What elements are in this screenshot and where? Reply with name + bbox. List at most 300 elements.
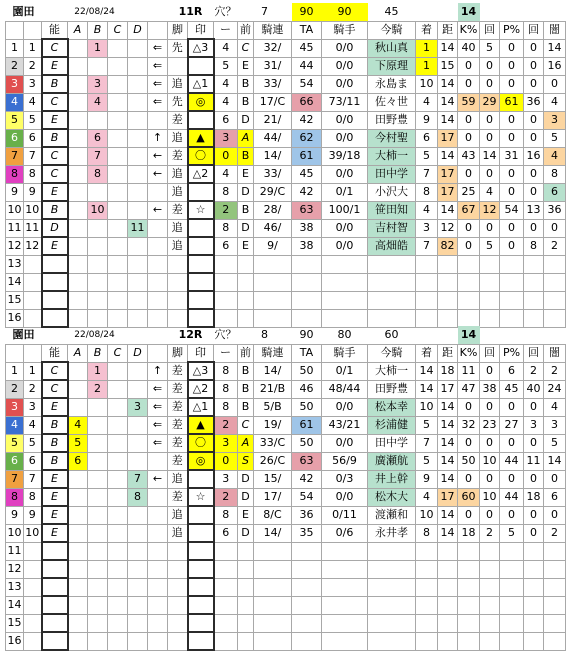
- cell-cls[interactable]: C: [42, 93, 68, 111]
- cell-kp[interactable]: [458, 632, 480, 650]
- cell-b[interactable]: [88, 614, 108, 632]
- cell-kyori[interactable]: 18: [438, 362, 458, 380]
- cell-g[interactable]: 14: [6, 596, 24, 614]
- cell-kyaku[interactable]: 追: [168, 237, 188, 255]
- cell-d[interactable]: 3: [128, 398, 148, 416]
- cell-b[interactable]: 2: [88, 380, 108, 398]
- cell-yami[interactable]: 6: [544, 488, 566, 506]
- cell-kiren[interactable]: [254, 578, 292, 596]
- cell-kyori[interactable]: 14: [438, 398, 458, 416]
- cell-a[interactable]: [68, 255, 88, 273]
- cell-kai1[interactable]: 14: [480, 147, 500, 165]
- cell-d[interactable]: [128, 380, 148, 398]
- cell-d[interactable]: [128, 273, 148, 291]
- cell-kyori[interactable]: [438, 255, 458, 273]
- cell-kp[interactable]: [458, 255, 480, 273]
- cell-cls[interactable]: B: [42, 75, 68, 93]
- empty-row[interactable]: [6, 596, 566, 614]
- cell-imakishu[interactable]: [368, 614, 416, 632]
- cell-kai1[interactable]: 0: [480, 219, 500, 237]
- cell-mae[interactable]: [238, 309, 254, 327]
- table-row[interactable]: [6, 452, 566, 470]
- cell-kai1[interactable]: 0: [480, 57, 500, 75]
- cell-g[interactable]: 16: [6, 632, 24, 650]
- cell-kyori[interactable]: 14: [438, 39, 458, 57]
- cell-a[interactable]: [68, 542, 88, 560]
- cell-cls[interactable]: [42, 560, 68, 578]
- cell-kiren[interactable]: [254, 291, 292, 309]
- cell-kai2[interactable]: 18: [524, 488, 544, 506]
- cell-mae[interactable]: D: [238, 488, 254, 506]
- table-row[interactable]: [6, 93, 566, 111]
- cell-chaku[interactable]: [416, 255, 438, 273]
- cell-chaku[interactable]: [416, 542, 438, 560]
- cell-b[interactable]: [88, 524, 108, 542]
- cell-imakishu[interactable]: 秋山真: [368, 39, 416, 57]
- cell-dash[interactable]: 4: [214, 93, 238, 111]
- cell-pp[interactable]: 0: [500, 39, 524, 57]
- cell-d[interactable]: [128, 596, 148, 614]
- cell-g[interactable]: 16: [6, 309, 24, 327]
- cell-n[interactable]: 1: [24, 362, 42, 380]
- empty-row[interactable]: [6, 255, 566, 273]
- cell-arr[interactable]: ←: [148, 165, 168, 183]
- cell-n[interactable]: 9: [24, 183, 42, 201]
- cell-dash[interactable]: 4: [214, 165, 238, 183]
- cell-chaku[interactable]: [416, 614, 438, 632]
- cell-dash[interactable]: [214, 632, 238, 650]
- cell-kai1[interactable]: 2: [480, 524, 500, 542]
- cell-g[interactable]: 8: [6, 488, 24, 506]
- cell-yami[interactable]: [544, 578, 566, 596]
- cell-d[interactable]: [128, 506, 148, 524]
- cell-n[interactable]: 7: [24, 470, 42, 488]
- cell-arr[interactable]: [148, 452, 168, 470]
- cell-arr[interactable]: [148, 596, 168, 614]
- cell-ta[interactable]: [292, 560, 322, 578]
- cell-d[interactable]: [128, 560, 148, 578]
- cell-kai1[interactable]: 4: [480, 183, 500, 201]
- cell-cls[interactable]: C: [42, 147, 68, 165]
- cell-kai1[interactable]: [480, 596, 500, 614]
- cell-g[interactable]: 13: [6, 255, 24, 273]
- cell-kp[interactable]: 40: [458, 39, 480, 57]
- cell-cls[interactable]: C: [42, 380, 68, 398]
- col-header-blank-2[interactable]: [24, 21, 42, 39]
- cell-dash[interactable]: 8: [214, 380, 238, 398]
- cell-arr[interactable]: ↑: [148, 362, 168, 380]
- cell-kai1[interactable]: 5: [480, 237, 500, 255]
- cell-kai1[interactable]: 10: [480, 488, 500, 506]
- cell-kai1[interactable]: 12: [480, 201, 500, 219]
- cell-kp[interactable]: 0: [458, 434, 480, 452]
- cell-kyaku[interactable]: 差: [168, 488, 188, 506]
- cell-kiren[interactable]: [254, 309, 292, 327]
- cell-kishu[interactable]: [322, 273, 368, 291]
- cell-d[interactable]: [128, 201, 148, 219]
- cell-g[interactable]: 13: [6, 578, 24, 596]
- cell-kiren[interactable]: 14/: [254, 147, 292, 165]
- cell-kai2[interactable]: 2: [524, 362, 544, 380]
- cell-imakishu[interactable]: 松木大: [368, 488, 416, 506]
- cell-mae[interactable]: D: [238, 183, 254, 201]
- cell-yami[interactable]: 0: [544, 470, 566, 488]
- cell-d[interactable]: [128, 309, 148, 327]
- cell-c[interactable]: [108, 309, 128, 327]
- cell-kishu[interactable]: 0/0: [322, 75, 368, 93]
- cell-n[interactable]: 8: [24, 165, 42, 183]
- cell-a[interactable]: [68, 578, 88, 596]
- empty-row[interactable]: [6, 273, 566, 291]
- table-row[interactable]: [6, 398, 566, 416]
- cell-kiren[interactable]: [254, 255, 292, 273]
- cell-kai1[interactable]: [480, 309, 500, 327]
- cell-pp[interactable]: [500, 632, 524, 650]
- cell-c[interactable]: [108, 416, 128, 434]
- cell-g[interactable]: 15: [6, 291, 24, 309]
- cell-cls[interactable]: E: [42, 506, 68, 524]
- cell-d[interactable]: [128, 362, 148, 380]
- cell-c[interactable]: [108, 578, 128, 596]
- cell-mae[interactable]: D: [238, 111, 254, 129]
- cell-c[interactable]: [108, 39, 128, 57]
- cell-arr[interactable]: [148, 255, 168, 273]
- cell-b[interactable]: 1: [88, 39, 108, 57]
- cell-b[interactable]: [88, 291, 108, 309]
- cell-cls[interactable]: [42, 255, 68, 273]
- cell-pp[interactable]: 0: [500, 470, 524, 488]
- cell-mae[interactable]: [238, 596, 254, 614]
- cell-kyori[interactable]: 14: [438, 75, 458, 93]
- cell-a[interactable]: [68, 309, 88, 327]
- cell-g[interactable]: 5: [6, 111, 24, 129]
- cell-d[interactable]: [128, 578, 148, 596]
- cell-ta[interactable]: 35: [292, 524, 322, 542]
- table-row[interactable]: [6, 57, 566, 75]
- cell-yami[interactable]: 16: [544, 57, 566, 75]
- cell-kyaku[interactable]: 先: [168, 93, 188, 111]
- cell-c[interactable]: [108, 201, 128, 219]
- cell-kp[interactable]: 0: [458, 219, 480, 237]
- cell-mae[interactable]: B: [238, 380, 254, 398]
- cell-g[interactable]: 3: [6, 398, 24, 416]
- cell-b[interactable]: [88, 237, 108, 255]
- cell-chaku[interactable]: [416, 291, 438, 309]
- cell-n[interactable]: 3: [24, 75, 42, 93]
- cell-d[interactable]: 7: [128, 470, 148, 488]
- cell-d[interactable]: [128, 452, 148, 470]
- cell-kai1[interactable]: 5: [480, 39, 500, 57]
- cell-yami[interactable]: [544, 632, 566, 650]
- cell-ta[interactable]: 61: [292, 147, 322, 165]
- cell-g[interactable]: 6: [6, 452, 24, 470]
- cell-kai1[interactable]: 0: [480, 434, 500, 452]
- cell-d[interactable]: [128, 111, 148, 129]
- cell-kai1[interactable]: [480, 542, 500, 560]
- cell-kp[interactable]: [458, 542, 480, 560]
- cell-mark[interactable]: ☆: [188, 201, 214, 219]
- cell-yami[interactable]: [544, 596, 566, 614]
- cell-cls[interactable]: E: [42, 470, 68, 488]
- cell-d[interactable]: [128, 147, 148, 165]
- cell-kyori[interactable]: 12: [438, 219, 458, 237]
- cell-chaku[interactable]: 7: [416, 165, 438, 183]
- cell-kai2[interactable]: [524, 542, 544, 560]
- cell-kyaku[interactable]: 追: [168, 129, 188, 147]
- cell-mae[interactable]: B: [238, 93, 254, 111]
- cell-mark[interactable]: [188, 309, 214, 327]
- cell-dash[interactable]: 6: [214, 111, 238, 129]
- cell-kishu[interactable]: [322, 578, 368, 596]
- cell-cls[interactable]: E: [42, 57, 68, 75]
- cell-d[interactable]: [128, 434, 148, 452]
- cell-kyori[interactable]: 15: [438, 57, 458, 75]
- cell-dash[interactable]: 4: [214, 75, 238, 93]
- cell-ta[interactable]: 50: [292, 398, 322, 416]
- cell-pp[interactable]: 44: [500, 488, 524, 506]
- cell-a[interactable]: [68, 614, 88, 632]
- cell-kiren[interactable]: 33/C: [254, 434, 292, 452]
- cell-g[interactable]: 4: [6, 93, 24, 111]
- cell-cls[interactable]: [42, 309, 68, 327]
- cell-arr[interactable]: [148, 309, 168, 327]
- cell-n[interactable]: 1: [24, 39, 42, 57]
- cell-a[interactable]: [68, 560, 88, 578]
- cell-kai2[interactable]: 36: [524, 93, 544, 111]
- table-row[interactable]: [6, 165, 566, 183]
- cell-a[interactable]: 6: [68, 452, 88, 470]
- cell-kyori[interactable]: 82: [438, 237, 458, 255]
- cell-chaku[interactable]: 7: [416, 237, 438, 255]
- cell-kp[interactable]: [458, 560, 480, 578]
- cell-kiren[interactable]: 21/B: [254, 380, 292, 398]
- cell-mae[interactable]: [238, 632, 254, 650]
- cell-arr[interactable]: [148, 524, 168, 542]
- cell-kyori[interactable]: [438, 291, 458, 309]
- cell-pp[interactable]: 44: [500, 452, 524, 470]
- cell-imakishu[interactable]: 永島ま: [368, 75, 416, 93]
- cell-dash[interactable]: 0: [214, 147, 238, 165]
- cell-ta[interactable]: [292, 542, 322, 560]
- cell-n[interactable]: 12: [24, 237, 42, 255]
- cell-mae[interactable]: A: [238, 434, 254, 452]
- cell-a[interactable]: [68, 93, 88, 111]
- cell-kai1[interactable]: [480, 614, 500, 632]
- cell-pp[interactable]: 0: [500, 398, 524, 416]
- cell-n[interactable]: [24, 596, 42, 614]
- cell-pp[interactable]: 0: [500, 183, 524, 201]
- cell-b[interactable]: [88, 488, 108, 506]
- cell-n[interactable]: [24, 542, 42, 560]
- cell-d[interactable]: [128, 165, 148, 183]
- cell-pp[interactable]: [500, 596, 524, 614]
- col-header-blank-2[interactable]: [24, 344, 42, 362]
- cell-kyori[interactable]: [438, 542, 458, 560]
- cell-kai1[interactable]: [480, 291, 500, 309]
- cell-n[interactable]: 3: [24, 398, 42, 416]
- cell-d[interactable]: [128, 75, 148, 93]
- cell-kishu[interactable]: [322, 255, 368, 273]
- cell-dash[interactable]: 2: [214, 488, 238, 506]
- cell-b[interactable]: [88, 596, 108, 614]
- cell-pp[interactable]: 54: [500, 201, 524, 219]
- cell-mark[interactable]: [188, 291, 214, 309]
- cell-kai1[interactable]: 0: [480, 470, 500, 488]
- cell-mae[interactable]: [238, 578, 254, 596]
- cell-b[interactable]: [88, 398, 108, 416]
- cell-imakishu[interactable]: 笹田知: [368, 201, 416, 219]
- cell-arr[interactable]: ⇐: [148, 416, 168, 434]
- cell-kp[interactable]: [458, 273, 480, 291]
- cell-yami[interactable]: [544, 614, 566, 632]
- cell-c[interactable]: [108, 470, 128, 488]
- cell-g[interactable]: 2: [6, 380, 24, 398]
- cell-kiren[interactable]: 31/: [254, 57, 292, 75]
- cell-g[interactable]: 5: [6, 434, 24, 452]
- table-row[interactable]: [6, 416, 566, 434]
- cell-arr[interactable]: ⇐: [148, 380, 168, 398]
- cell-pp[interactable]: [500, 273, 524, 291]
- cell-imakishu[interactable]: 佐々世: [368, 93, 416, 111]
- cell-b[interactable]: 10: [88, 201, 108, 219]
- cell-c[interactable]: [108, 506, 128, 524]
- cell-imakishu[interactable]: 永井孝: [368, 524, 416, 542]
- cell-cls[interactable]: C: [42, 362, 68, 380]
- cell-dash[interactable]: [214, 309, 238, 327]
- cell-kyaku[interactable]: [168, 614, 188, 632]
- cell-kp[interactable]: 67: [458, 201, 480, 219]
- cell-kai2[interactable]: 8: [524, 237, 544, 255]
- cell-b[interactable]: [88, 219, 108, 237]
- cell-n[interactable]: [24, 560, 42, 578]
- cell-n[interactable]: 10: [24, 201, 42, 219]
- cell-imakishu[interactable]: 下原理: [368, 57, 416, 75]
- cell-kyaku[interactable]: 差: [168, 398, 188, 416]
- cell-kishu[interactable]: [322, 309, 368, 327]
- cell-mae[interactable]: B: [238, 147, 254, 165]
- cell-pp[interactable]: 5: [500, 524, 524, 542]
- cell-kp[interactable]: 47: [458, 380, 480, 398]
- cell-kyaku[interactable]: 差: [168, 147, 188, 165]
- cell-pp[interactable]: 0: [500, 111, 524, 129]
- cell-a[interactable]: [68, 183, 88, 201]
- cell-kishu[interactable]: 0/0: [322, 434, 368, 452]
- cell-mae[interactable]: A: [238, 129, 254, 147]
- cell-chaku[interactable]: 5: [416, 416, 438, 434]
- cell-kai2[interactable]: 0: [524, 111, 544, 129]
- cell-d[interactable]: [128, 237, 148, 255]
- cell-mae[interactable]: B: [238, 201, 254, 219]
- cell-c[interactable]: [108, 380, 128, 398]
- cell-chaku[interactable]: 14: [416, 362, 438, 380]
- cell-a[interactable]: [68, 632, 88, 650]
- cell-imakishu[interactable]: 大柿一: [368, 362, 416, 380]
- cell-mark[interactable]: 〇: [188, 434, 214, 452]
- cell-dash[interactable]: 8: [214, 506, 238, 524]
- cell-kp[interactable]: 59: [458, 93, 480, 111]
- cell-imakishu[interactable]: 廣瀬航: [368, 452, 416, 470]
- cell-ta[interactable]: [292, 596, 322, 614]
- cell-c[interactable]: [108, 488, 128, 506]
- empty-row[interactable]: [6, 291, 566, 309]
- cell-a[interactable]: [68, 380, 88, 398]
- cell-cls[interactable]: E: [42, 183, 68, 201]
- cell-mark[interactable]: [188, 57, 214, 75]
- cell-a[interactable]: [68, 111, 88, 129]
- cell-cls[interactable]: B: [42, 129, 68, 147]
- cell-chaku[interactable]: 8: [416, 183, 438, 201]
- cell-mark[interactable]: [188, 560, 214, 578]
- cell-g[interactable]: 11: [6, 219, 24, 237]
- cell-kyori[interactable]: 17: [438, 380, 458, 398]
- cell-imakishu[interactable]: 大柿一: [368, 147, 416, 165]
- cell-arr[interactable]: [148, 291, 168, 309]
- cell-yami[interactable]: 14: [544, 39, 566, 57]
- table-row[interactable]: [6, 111, 566, 129]
- cell-kai2[interactable]: [524, 632, 544, 650]
- cell-pp[interactable]: [500, 560, 524, 578]
- cell-a[interactable]: [68, 201, 88, 219]
- cell-kiren[interactable]: [254, 542, 292, 560]
- cell-arr[interactable]: [148, 219, 168, 237]
- cell-b[interactable]: [88, 183, 108, 201]
- cell-ta[interactable]: 45: [292, 39, 322, 57]
- cell-a[interactable]: [68, 506, 88, 524]
- cell-kyori[interactable]: 14: [438, 506, 458, 524]
- cell-kiren[interactable]: 14/: [254, 362, 292, 380]
- cell-ta[interactable]: 38: [292, 219, 322, 237]
- cell-kp[interactable]: [458, 309, 480, 327]
- cell-kai2[interactable]: 0: [524, 75, 544, 93]
- cell-d[interactable]: [128, 93, 148, 111]
- cell-imakishu[interactable]: 渡瀬和: [368, 506, 416, 524]
- cell-kiren[interactable]: 17/C: [254, 93, 292, 111]
- cell-n[interactable]: 10: [24, 524, 42, 542]
- cell-mark[interactable]: [188, 524, 214, 542]
- cell-kp[interactable]: 11: [458, 362, 480, 380]
- cell-kai2[interactable]: [524, 291, 544, 309]
- cell-dash[interactable]: 8: [214, 219, 238, 237]
- cell-dash[interactable]: 2: [214, 201, 238, 219]
- cell-imakishu[interactable]: [368, 291, 416, 309]
- cell-imakishu[interactable]: [368, 632, 416, 650]
- cell-kiren[interactable]: 44/: [254, 129, 292, 147]
- cell-yami[interactable]: [544, 291, 566, 309]
- cell-cls[interactable]: B: [42, 452, 68, 470]
- cell-kishu[interactable]: 0/0: [322, 57, 368, 75]
- cell-dash[interactable]: [214, 560, 238, 578]
- cell-kiren[interactable]: 14/: [254, 524, 292, 542]
- cell-cls[interactable]: D: [42, 219, 68, 237]
- cell-ta[interactable]: 61: [292, 416, 322, 434]
- cell-kai1[interactable]: 0: [480, 111, 500, 129]
- cell-n[interactable]: 9: [24, 506, 42, 524]
- cell-kiren[interactable]: 8/C: [254, 506, 292, 524]
- cell-ta[interactable]: 50: [292, 362, 322, 380]
- cell-b[interactable]: [88, 309, 108, 327]
- cell-yami[interactable]: 2: [544, 237, 566, 255]
- cell-imakishu[interactable]: [368, 578, 416, 596]
- cell-cls[interactable]: C: [42, 39, 68, 57]
- cell-kai2[interactable]: 11: [524, 452, 544, 470]
- cell-kai2[interactable]: 0: [524, 219, 544, 237]
- cell-pp[interactable]: 0: [500, 219, 524, 237]
- cell-pp[interactable]: [500, 578, 524, 596]
- cell-n[interactable]: 5: [24, 434, 42, 452]
- cell-a[interactable]: [68, 57, 88, 75]
- cell-c[interactable]: [108, 129, 128, 147]
- cell-c[interactable]: [108, 75, 128, 93]
